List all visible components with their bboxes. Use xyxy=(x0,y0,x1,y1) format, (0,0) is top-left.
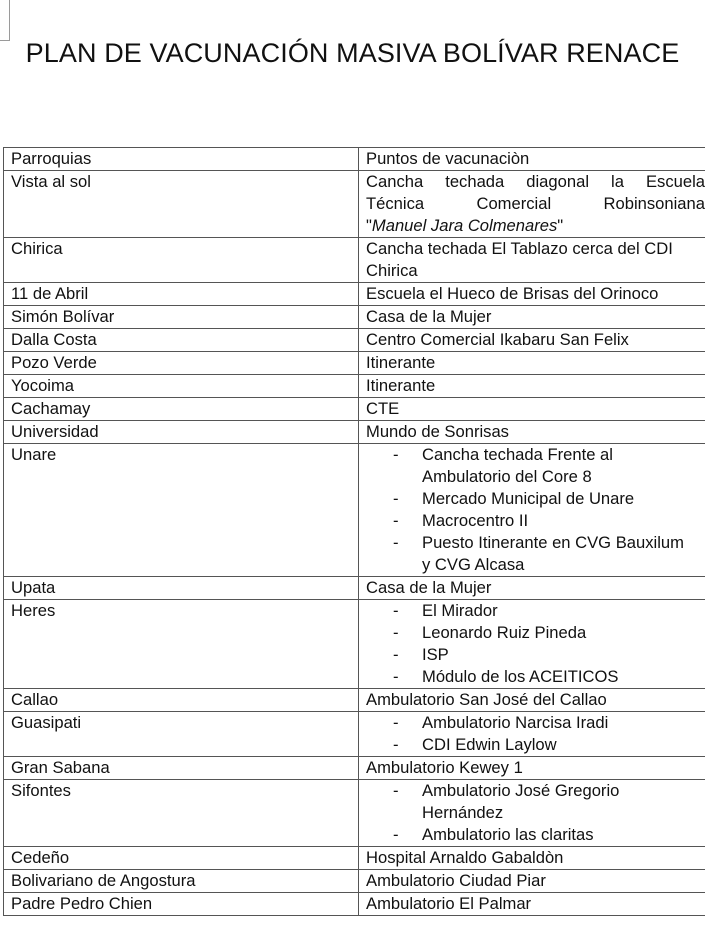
table-row xyxy=(4,352,705,375)
list-item xyxy=(366,622,705,644)
table-row xyxy=(4,780,705,847)
quote-close: " xyxy=(557,216,564,235)
bullet-dash-icon: - xyxy=(393,667,399,686)
punto-cell xyxy=(359,171,705,238)
punto-cell: Mundo de Sonrisas xyxy=(359,421,705,444)
list-item xyxy=(366,734,705,756)
parroquia-cell: Unare xyxy=(4,444,359,577)
punto-italic-name: Manuel Jara Colmenares xyxy=(371,216,558,235)
vaccination-table-body xyxy=(4,148,705,916)
table-row xyxy=(4,283,705,306)
table-row xyxy=(4,689,705,712)
table-row xyxy=(4,847,705,870)
punto-cell xyxy=(359,444,705,577)
puntos-list xyxy=(366,600,705,688)
table-row xyxy=(4,398,705,421)
punto-cell: Cancha techada El Tablazo cerca del CDI Chirica xyxy=(359,238,705,283)
bullet-dash-icon: - xyxy=(393,645,399,664)
document-title: PLAN DE VACUNACIÓN MASIVA BOLÍVAR RENACE xyxy=(25,38,680,68)
punto-text: Ambulatorio José Gregorio Hernández xyxy=(422,781,620,822)
bullet-dash-icon: - xyxy=(393,781,399,800)
bullet-dash-icon: - xyxy=(393,735,399,754)
parroquia-cell: Vista al sol xyxy=(4,171,359,238)
puntos-list xyxy=(366,444,705,576)
punto-cell xyxy=(359,712,705,757)
punto-line: Técnica Comercial Robinsoniana xyxy=(366,194,705,213)
bullet-dash-icon: - xyxy=(393,489,399,508)
parroquia-cell: Chirica xyxy=(4,238,359,283)
parroquia-cell: Upata xyxy=(4,577,359,600)
header-puntos: Puntos de vacunaciòn xyxy=(359,148,705,171)
table-header-row xyxy=(4,148,705,171)
punto-cell xyxy=(359,780,705,847)
table-row xyxy=(4,577,705,600)
punto-cell: Casa de la Mujer xyxy=(359,577,705,600)
parroquia-cell: Gran Sabana xyxy=(4,757,359,780)
list-item xyxy=(366,666,705,688)
punto-cell: Escuela el Hueco de Brisas del Orinoco xyxy=(359,283,705,306)
quote-open: " xyxy=(366,216,372,235)
punto-text: Leonardo Ruiz Pineda xyxy=(422,623,587,642)
table-row xyxy=(4,375,705,398)
punto-cell: Ambulatorio El Palmar xyxy=(359,893,705,916)
parroquia-cell: 11 de Abril xyxy=(4,283,359,306)
bullet-dash-icon: - xyxy=(393,623,399,642)
punto-text: Ambulatorio las claritas xyxy=(422,825,594,844)
parroquia-cell: Sifontes xyxy=(4,780,359,847)
list-item xyxy=(366,600,705,622)
parroquia-cell: Pozo Verde xyxy=(4,352,359,375)
puntos-list xyxy=(366,780,705,846)
punto-cell: Centro Comercial Ikabaru San Felix xyxy=(359,329,705,352)
page-corner-mark xyxy=(0,0,10,41)
table-row xyxy=(4,757,705,780)
parroquia-cell: Universidad xyxy=(4,421,359,444)
table-row xyxy=(4,870,705,893)
table-row xyxy=(4,171,705,238)
punto-cell: Itinerante xyxy=(359,375,705,398)
parroquia-cell: Padre Pedro Chien xyxy=(4,893,359,916)
table-row xyxy=(4,600,705,689)
punto-text: Puesto Itinerante en CVG Bauxilum y CVG Alcasa xyxy=(422,533,684,574)
parroquia-cell: Callao xyxy=(4,689,359,712)
punto-line: Cancha techada diagonal la Escuela xyxy=(366,172,705,191)
bullet-dash-icon: - xyxy=(393,713,399,732)
bullet-dash-icon: - xyxy=(393,533,399,552)
parroquia-cell: Cachamay xyxy=(4,398,359,421)
table-row xyxy=(4,444,705,577)
punto-cell: Ambulatorio Kewey 1 xyxy=(359,757,705,780)
bullet-dash-icon: - xyxy=(393,601,399,620)
parroquia-cell: Cedeño xyxy=(4,847,359,870)
table-row xyxy=(4,712,705,757)
bullet-dash-icon: - xyxy=(393,825,399,844)
header-parroquias: Parroquias xyxy=(4,148,359,171)
list-item xyxy=(366,824,705,846)
vaccination-table xyxy=(3,147,705,916)
list-item xyxy=(366,488,705,510)
punto-cell: Casa de la Mujer xyxy=(359,306,705,329)
list-item xyxy=(366,780,705,824)
punto-text: Macrocentro II xyxy=(422,511,529,530)
puntos-list xyxy=(366,712,705,756)
punto-text: El Mirador xyxy=(422,601,498,620)
punto-cell: CTE xyxy=(359,398,705,421)
parroquia-cell: Yocoima xyxy=(4,375,359,398)
parroquia-cell: Guasipati xyxy=(4,712,359,757)
list-item xyxy=(366,510,705,532)
list-item xyxy=(366,532,705,576)
punto-text: Cancha techada Frente al Ambulatorio del Core 8 xyxy=(422,445,613,486)
list-item xyxy=(366,444,705,488)
table-row xyxy=(4,329,705,352)
punto-cell: Itinerante xyxy=(359,352,705,375)
list-item xyxy=(366,712,705,734)
parroquia-cell: Simón Bolívar xyxy=(4,306,359,329)
table-row xyxy=(4,421,705,444)
punto-text: Mercado Municipal de Unare xyxy=(422,489,635,508)
punto-text: ISP xyxy=(422,645,449,664)
table-row xyxy=(4,306,705,329)
punto-text: Módulo de los ACEITICOS xyxy=(422,667,619,686)
punto-text: Ambulatorio Narcisa Iradi xyxy=(422,713,609,732)
punto-cell: Ambulatorio Ciudad Piar xyxy=(359,870,705,893)
bullet-dash-icon: - xyxy=(393,511,399,530)
parroquia-cell: Bolivariano de Angostura xyxy=(4,870,359,893)
parroquia-cell: Dalla Costa xyxy=(4,329,359,352)
parroquia-cell: Heres xyxy=(4,600,359,689)
punto-cell: Hospital Arnaldo Gabaldòn xyxy=(359,847,705,870)
punto-cell: Ambulatorio San José del Callao xyxy=(359,689,705,712)
punto-cell xyxy=(359,600,705,689)
bullet-dash-icon: - xyxy=(393,445,399,464)
punto-text: CDI Edwin Laylow xyxy=(422,735,557,754)
table-row xyxy=(4,893,705,916)
list-item xyxy=(366,644,705,666)
table-row xyxy=(4,238,705,283)
